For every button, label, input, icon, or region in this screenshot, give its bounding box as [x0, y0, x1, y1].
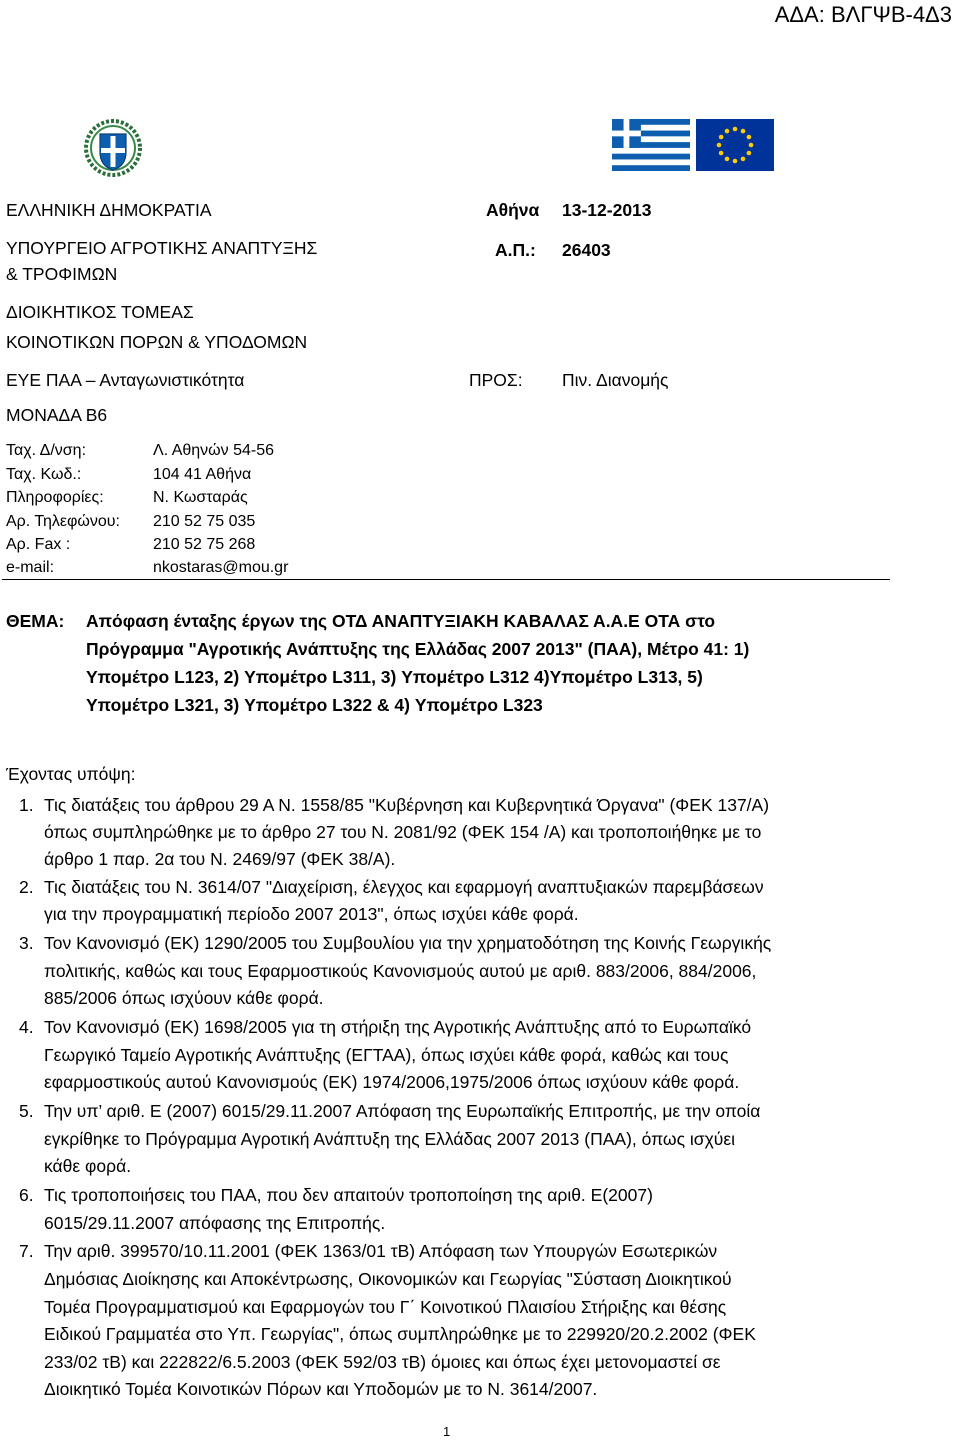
sector-line-1: ΔΙΟΙΚΗΤΙΚΟΣ ΤΟΜΕΑΣ [6, 302, 194, 322]
unit-name: ΜΟΝΑΔΑ Β6 [6, 405, 108, 425]
item-line: Τον Κανονισμό (ΕΚ) 1290/2005 του Συμβουλίου για την χρηματοδότηση της Κοινής Γεωργικής [44, 933, 772, 953]
item-line: Διοικητικό Τομέα Κοινοτικών Πόρων και Υποδομών με το Ν. 3614/2007. [44, 1379, 598, 1399]
fax-value: 210 52 75 268 [153, 536, 256, 553]
item-line: άρθρο 1 παρ. 2α του Ν. 2469/97 (ΦΕΚ 38/Α). [44, 849, 396, 869]
item-line: Ειδικού Γραμματέα στο Υπ. Γεωργίας", όπως συμπληρώθηκε με το 229920/20.2.2002 (ΦΕΚ [44, 1324, 756, 1344]
item-number: 6. [19, 1185, 34, 1205]
sector-line-2: ΚΟΙΝΟΤΙΚΩΝ ΠΟΡΩΝ & ΥΠΟΔΟΜΩΝ [6, 332, 308, 352]
ref-label: Α.Π.: [495, 240, 536, 260]
item-line: 233/02 τΒ) και 222822/6.5.2003 (ΦΕΚ 592/03 τΒ) όμοιες και όπως έχει μετονομαστεί σε [44, 1352, 721, 1372]
item-line: εφαρμοστικούς αυτού Κανονισμούς (ΕΚ) 1974/2006,1975/2006 όπως ισχύουν κάθε φορά. [44, 1072, 740, 1092]
item-line: κάθε φορά. [44, 1156, 132, 1176]
item-number: 4. [19, 1017, 34, 1037]
item-line: Γεωργικό Ταμείο Αγροτικής Ανάπτυξης (ΕΓΤΑΑ), όπως ισχύει κάθε φορά, καθώς και τους [44, 1045, 729, 1065]
ministry-line-2: & ΤΡΟΦΙΜΩΝ [6, 264, 118, 284]
item-line: εγκρίθηκε το Πρόγραμμα Αγροτική Ανάπτυξη της Ελλάδας 2007 2013 (ΠΑΑ), όπως ισχύει [44, 1129, 736, 1149]
item-line: Δημόσιας Διοίκησης και Αποκέντρωσης, Οικονομικών και Γεωργίας "Σύσταση Διοικητικού [44, 1269, 732, 1289]
fax-label: Αρ. Fax : [6, 536, 71, 553]
subject-line: Υπομέτρο L123, 2) Υπομέτρο L311, 3) Υπομέτρο L312 4)Υπομέτρο L313, 5) [86, 667, 703, 687]
item-line: 6015/29.11.2007 απόφασης της Επιτροπής. [44, 1213, 386, 1233]
coat-of-arms-icon [84, 118, 142, 180]
item-line: όπως συμπληρώθηκε με το άρθρο 27 του Ν. 2081/92 (ΦΕΚ 154 /Α) και τροποποιήθηκε με το [44, 822, 762, 842]
service-name: ΕΥΕ ΠΑΑ – Ανταγωνιστικότητα [6, 370, 245, 390]
item-line: για την προγραμματική περίοδο 2007 2013", όπως ισχύει κάθε φορά. [44, 904, 579, 924]
item-line: Τις διατάξεις του Ν. 3614/07 "Διαχείριση, έλεγχος και εφαρμογή αναπτυξιακών παρεμβάσεων [44, 877, 764, 897]
item-line: 885/2006 όπως ισχύουν κάθε φορά. [44, 988, 324, 1008]
info-value: Ν. Κωσταράς [153, 489, 248, 506]
postcode-label: Ταχ. Κωδ.: [6, 466, 82, 483]
ada-code: ΑΔΑ: ΒΛΓΨΒ-4Δ3 [774, 2, 952, 27]
item-number: 3. [19, 933, 34, 953]
phone-value: 210 52 75 035 [153, 513, 256, 530]
item-line: Τις τροποποιήσεις του ΠΑΑ, που δεν απαιτούν τροποποίηση της αριθ. Ε(2007) [44, 1185, 653, 1205]
date: 13-12-2013 [562, 200, 652, 220]
to-label: ΠΡΟΣ: [469, 370, 523, 390]
ministry-line-1: ΥΠΟΥΡΓΕΙΟ ΑΓΡΟΤΙΚΗΣ ΑΝΑΠΤΥΞΗΣ [6, 238, 318, 258]
email-label: e-mail: [6, 559, 55, 576]
item-line: Τομέα Προγραμματισμού και Εφαρμογών του Γ΄ Κοινοτικού Πλαισίου Στήριξης και θέσης [44, 1297, 727, 1317]
item-number: 5. [19, 1101, 34, 1121]
address-label: Ταχ. Δ/νση: [6, 442, 87, 459]
greek-flag-icon [612, 119, 690, 171]
subject-line: Πρόγραμμα "Αγροτικής Ανάπτυξης της Ελλάδας 2007 2013" (ΠΑΑ), Μέτρο 41: 1) [86, 639, 750, 659]
eu-flag-icon [696, 119, 774, 171]
to-recipient: Πιν. Διανομής [562, 370, 669, 390]
item-line: πολιτικής, καθώς και τους Εφαρμοστικούς Κανονισμούς αυτού με αριθ. 883/2006, 884/2006, [44, 961, 757, 981]
item-number: 2. [19, 877, 34, 897]
item-line: Την αριθ. 399570/10.11.2001 (ΦΕΚ 1363/01 τΒ) Απόφαση των Υπουργών Εσωτερικών [44, 1241, 718, 1261]
address-value: Λ. Αθηνών 54-56 [153, 442, 275, 459]
republic-title: ΕΛΛΗΝΙΚΗ ΔΗΜΟΚΡΑΤΙΑ [6, 200, 212, 220]
postcode-value: 104 41 Αθήνα [153, 466, 252, 483]
info-label: Πληροφορίες: [6, 489, 104, 506]
phone-label: Αρ. Τηλεφώνου: [6, 513, 120, 530]
separator-line [2, 579, 890, 580]
subject-line: Απόφαση ένταξης έργων της ΟΤΔ ΑΝΑΠΤΥΞΙΑΚΗ ΚΑΒΑΛΑΣ Α.Α.Ε ΟΤΑ στο [86, 611, 716, 631]
considering-heading: Έχοντας υπόψη: [6, 764, 136, 784]
item-number: 7. [19, 1241, 34, 1261]
item-line: Τις διατάξεις του άρθρου 29 Α Ν. 1558/85 "Κυβέρνηση και Κυβερνητικά Όργανα" (ΦΕΚ 137/Α) [44, 795, 770, 815]
item-number: 1. [19, 795, 34, 815]
item-line: Τον Κανονισμό (ΕΚ) 1698/2005 για τη στήριξη της Αγροτικής Ανάπτυξης από το Ευρωπαϊκό [44, 1017, 752, 1037]
email-value: nkostaras@mou.gr [153, 559, 289, 576]
subject-line: Υπομέτρο L321, 3) Υπομέτρο L322 & 4) Υπομέτρο L323 [86, 695, 543, 715]
item-line: Την υπ’ αριθ. Ε (2007) 6015/29.11.2007 Απόφαση της Ευρωπαϊκής Επιτροπής, με την οποία [44, 1101, 761, 1121]
place: Αθήνα [486, 200, 540, 220]
page-number: 1 [443, 1424, 451, 1439]
ref-number: 26403 [562, 240, 611, 260]
subject-label: ΘΕΜΑ: [6, 611, 65, 631]
